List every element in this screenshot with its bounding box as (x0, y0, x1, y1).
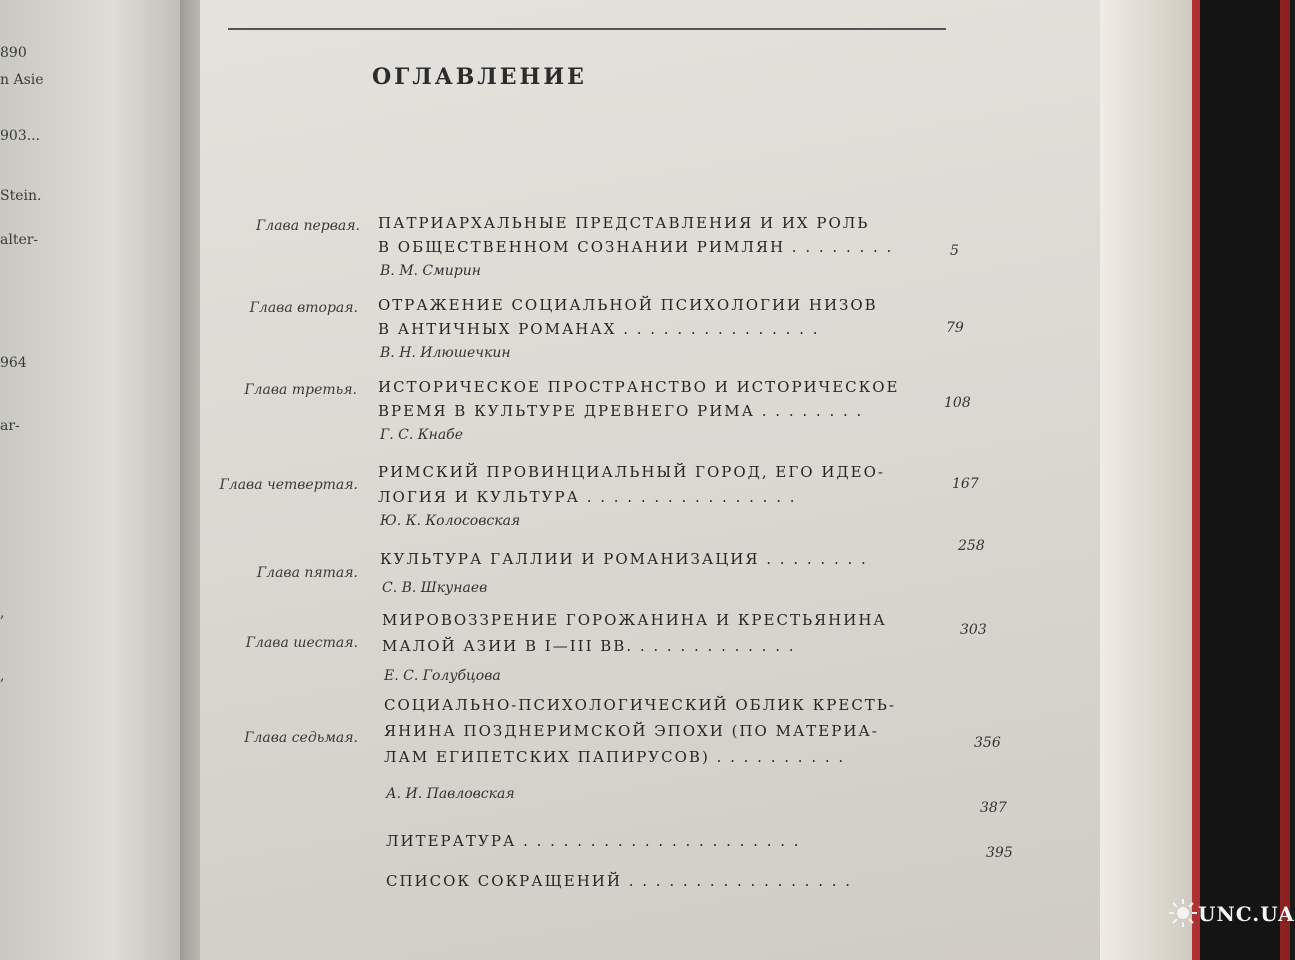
chapter-title-line: В ОБЩЕСТВЕННОМ СОЗНАНИИ РИМЛЯН . . . . . . . . (378, 238, 894, 256)
chapter-author: В. Н. Илюшечкин (380, 345, 511, 361)
toc-title: ОГЛАВЛЕНИЕ (372, 64, 587, 90)
page-number: 108 (944, 395, 971, 411)
left-page-fragment: alter- (0, 232, 39, 248)
chapter-title-line: РИМСКИЙ ПРОВИНЦИАЛЬНЫЙ ГОРОД, ЕГО ИДЕО- (378, 463, 885, 481)
chapter-author: С. В. Шкунаев (382, 580, 488, 596)
chapter-title-line: ЛОГИЯ И КУЛЬТУРА . . . . . . . . . . . . . . . . (378, 488, 797, 506)
site-watermark: UNC.UA (1198, 902, 1295, 926)
sun-logo-icon (1168, 898, 1198, 928)
chapter-title-line: ВРЕМЯ В КУЛЬТУРЕ ДРЕВНЕГО РИМА . . . . . . . . (378, 402, 864, 420)
page-number: 387 (980, 800, 1007, 816)
chapter-title-line: ЛАМ ЕГИПЕТСКИХ ПАПИРУСОВ) . . . . . . . . . . (384, 748, 846, 766)
chapter-label: Глава четвертая. (219, 477, 358, 493)
chapter-author: Е. С. Голубцова (384, 668, 501, 684)
chapter-author: В. М. Смирин (380, 263, 481, 279)
chapter-title-line: ОТРАЖЕНИЕ СОЦИАЛЬНОЙ ПСИХОЛОГИИ НИЗОВ (378, 296, 878, 314)
chapter-author: А. И. Павловская (386, 786, 515, 802)
chapter-title-line: МИРОВОЗЗРЕНИЕ ГОРОЖАНИНА И КРЕСТЬЯНИНА (382, 611, 887, 629)
left-page-fragment: 890 (0, 45, 27, 61)
chapter-author: Ю. К. Колосовская (380, 513, 521, 529)
left-page-fragment: Stein. (0, 188, 42, 204)
chapter-label: Глава пятая. (256, 565, 358, 581)
chapter-title-line: СОЦИАЛЬНО-ПСИХОЛОГИЧЕСКИЙ ОБЛИК КРЕСТЬ- (384, 696, 896, 714)
chapter-title-line: КУЛЬТУРА ГАЛЛИИ И РОМАНИЗАЦИЯ . . . . . . . . (380, 550, 868, 568)
chapter-title-line: ЯНИНА ПОЗДНЕРИМСКОЙ ЭПОХИ (ПО МАТЕРИА- (384, 722, 879, 740)
page-number: 79 (946, 320, 964, 336)
chapter-label: Глава первая. (256, 218, 360, 234)
literature-entry: ЛИТЕРАТУРА . . . . . . . . . . . . . . . . . . . . . (386, 832, 801, 850)
page-number: 258 (958, 538, 985, 554)
left-page-fragment: , (0, 668, 5, 684)
left-page-fragment: , (0, 605, 5, 621)
chapter-author: Г. С. Кнабе (380, 427, 464, 443)
chapter-label: Глава седьмая. (244, 730, 358, 746)
chapter-title-line: В АНТИЧНЫХ РОМАНАХ . . . . . . . . . . . . . . . (378, 320, 820, 338)
left-page-fragment: ar- (0, 418, 20, 434)
chapter-label: Глава шестая. (245, 635, 358, 651)
left-page-fragment: 964 (0, 355, 27, 371)
dark-background (1200, 0, 1280, 960)
left-page-fragment: 903... (0, 128, 41, 144)
chapter-title-line: ПАТРИАРХАЛЬНЫЕ ПРЕДСТАВЛЕНИЯ И ИХ РОЛЬ (378, 214, 870, 232)
chapter-label: Глава вторая. (249, 300, 358, 316)
abbreviations-entry: СПИСОК СОКРАЩЕНИЙ . . . . . . . . . . . . . . . . . (386, 872, 853, 890)
page-number: 356 (974, 735, 1001, 751)
chapter-title-line: МАЛОЙ АЗИИ В I—III ВВ. . . . . . . . . . . . . (382, 637, 796, 655)
page-number: 167 (952, 476, 979, 492)
page-number: 395 (986, 845, 1013, 861)
page-number: 303 (960, 622, 987, 638)
left-page-fragment: n Asie (0, 72, 44, 88)
top-rule (228, 28, 946, 30)
page-number: 5 (950, 243, 959, 259)
chapter-title-line: ИСТОРИЧЕСКОЕ ПРОСТРАНСТВО И ИСТОРИЧЕСКОЕ (378, 378, 900, 396)
left-page (0, 0, 190, 960)
chapter-label: Глава третья. (244, 382, 357, 398)
